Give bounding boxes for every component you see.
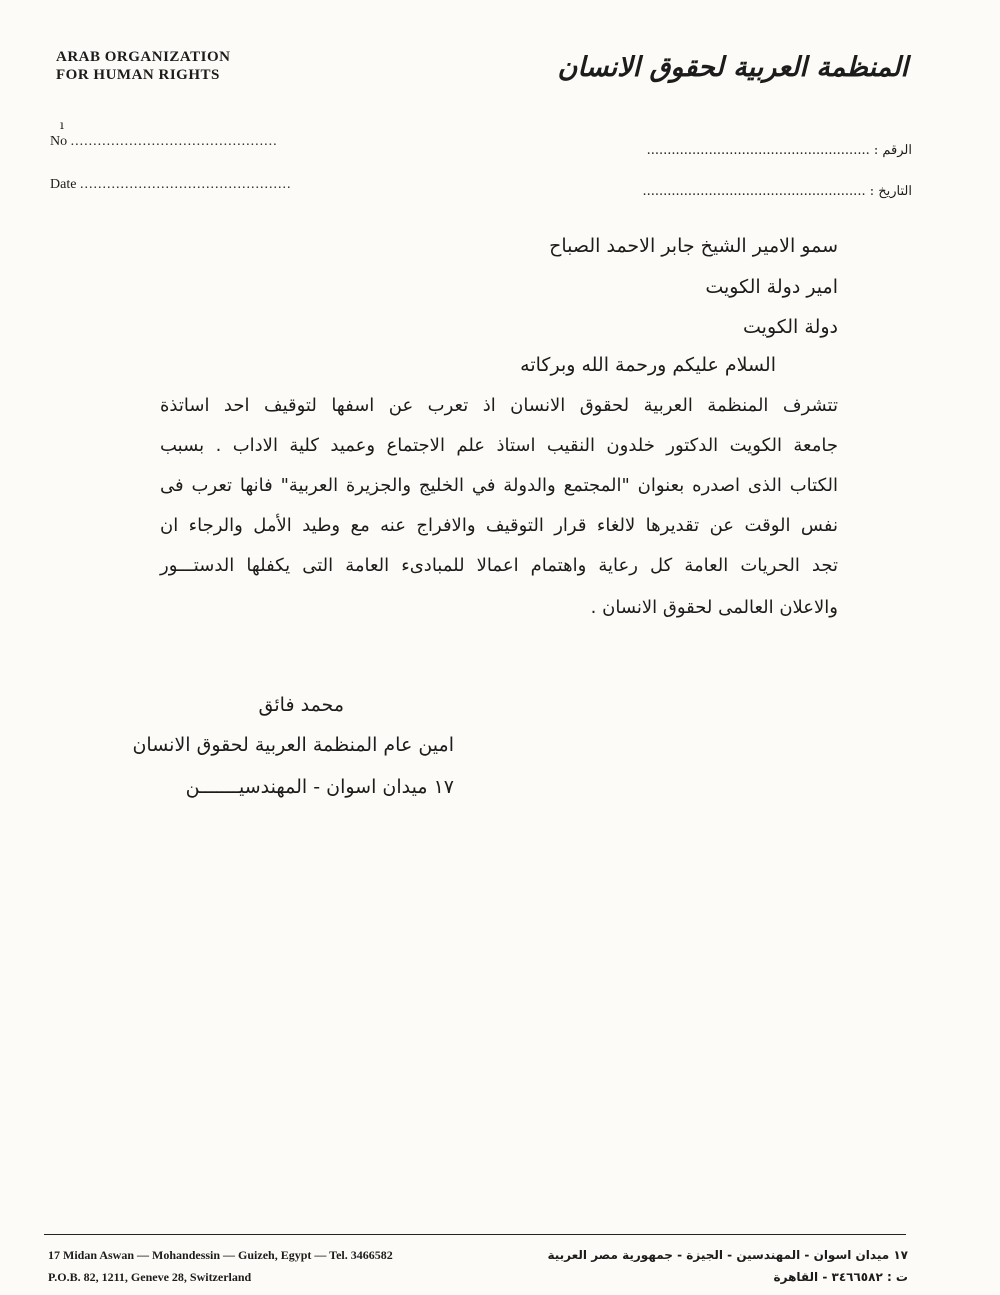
footer-address-arabic-line1: ١٧ ميدان اسوان - المهندسين - الجيزة - جمهورية مصر العربية (547, 1248, 908, 1262)
org-name-arabic: المنظمة العربية لحقوق الانسان (557, 52, 908, 83)
date-label: Date (50, 177, 77, 192)
date-dots: ............................................... (79, 177, 292, 192)
recipient-line3: دولة الكويت (743, 316, 838, 338)
body-line: تتشرف المنظمة العربية لحقوق الانسان اذ تعرب عن اسفها لتوقيف احد اساتذة (160, 395, 838, 416)
date-field-english (50, 177, 291, 193)
date-dots-arabic: ...................................................... (642, 184, 866, 199)
date-label-arabic: التاريخ : (869, 184, 912, 199)
org-name-english-line1: ARAB ORGANIZATION (56, 49, 231, 65)
tick-mark: ı (60, 118, 64, 132)
body-line: نفس الوقت عن تقديرها لالغاء قرار التوقيف والافراج عنه مع وطيد الأمل والرجاء ان (160, 515, 838, 536)
footer-address-english-line1: 17 Midan Aswan — Mohandessin — Guizeh, Egypt — Tel. 3466582 (48, 1248, 393, 1262)
recipient-line1: سمو الامير الشيخ جابر الاحمد الصباح (549, 235, 838, 257)
date-field-arabic (642, 184, 912, 199)
signature-name: محمد فائق (258, 694, 344, 716)
body-line: جامعة الكويت الدكتور خلدون النقيب استاذ علم الاجتماع وعميد كلية الاداب . بسبب (160, 435, 838, 456)
signature-title: امين عام المنظمة العربية لحقوق الانسان (132, 734, 454, 756)
number-label-arabic: الرقم : (873, 143, 912, 158)
signature-address: ١٧ ميدان اسوان - المهندسيـــــــن (185, 776, 454, 798)
number-dots-arabic: ...................................................... (646, 143, 870, 158)
greeting: السلام عليكم ورحمة الله وبركاته (520, 354, 776, 376)
number-dots: .............................................. (70, 134, 278, 149)
org-name-english (56, 48, 231, 84)
body-line: تجد الحريات العامة كل رعاية واهتمام اعمالا للمبادىء العامة التى يكفلها الدستـــور (160, 555, 838, 576)
body-line: الكتاب الذى اصدره بعنوان "المجتمع والدولة في الخليج والجزيرة العربية" فانها تعرب فى (160, 475, 838, 496)
number-label: No (50, 134, 68, 149)
footer-divider (44, 1234, 906, 1235)
footer-address-arabic-line2: ت : ٣٤٦٦٥٨٢ - القاهرة (773, 1270, 908, 1284)
recipient-line2: امير دولة الكويت (705, 276, 838, 298)
org-name-english-line2: FOR HUMAN RIGHTS (56, 67, 220, 83)
number-field-english (50, 134, 278, 150)
number-field-arabic (647, 143, 912, 158)
body-line: والاعلان العالمى لحقوق الانسان . (590, 597, 838, 618)
footer-address-english-line2: P.O.B. 82, 1211, Geneve 28, Switzerland (48, 1270, 252, 1284)
